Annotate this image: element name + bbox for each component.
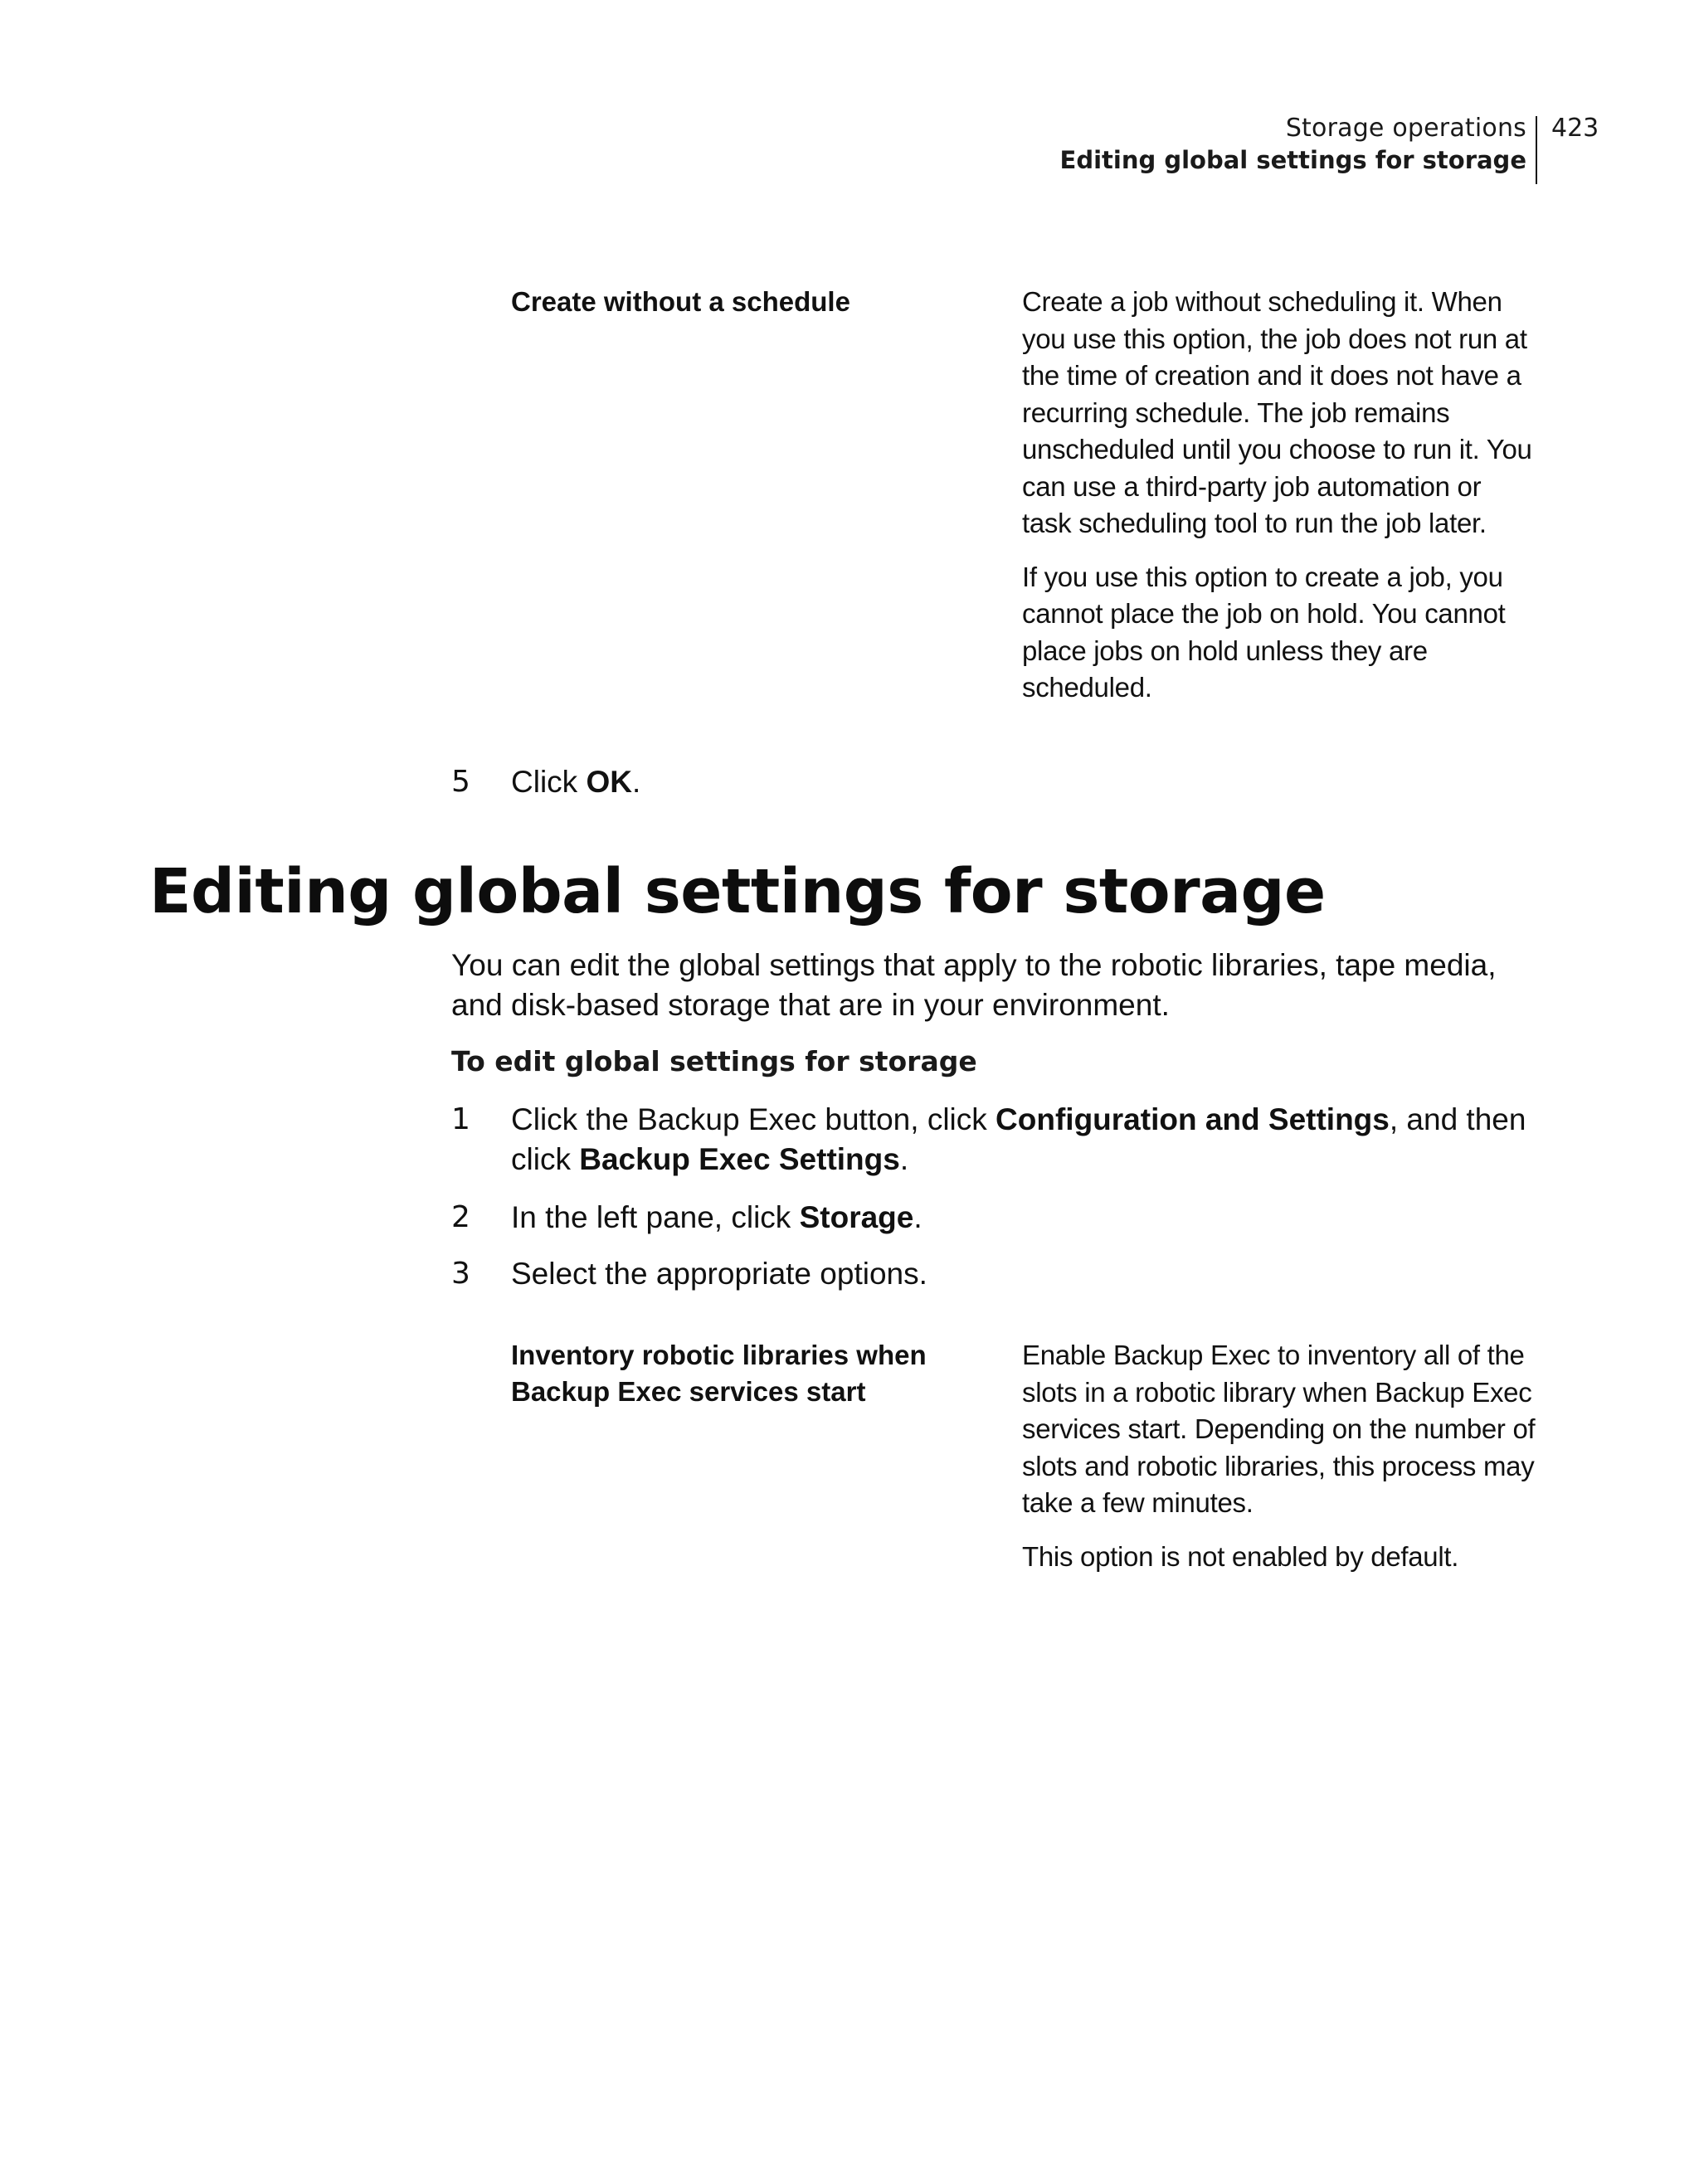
step-5	[451, 762, 1546, 802]
step-text	[511, 1100, 1546, 1180]
option-description-paragraph: This option is not enabled by default.	[1022, 1540, 1459, 1572]
step-text-part: Select the appropriate options.	[511, 1257, 927, 1291]
section-intro: You can edit the global settings that apply to the robotic libraries, tape media, and disk-based storage that are in your environment.	[451, 948, 1497, 1022]
step-2	[451, 1198, 1546, 1238]
step-text	[511, 1198, 1546, 1238]
step-number: 1	[451, 1102, 470, 1136]
step-number: 3	[451, 1257, 470, 1291]
option-description	[1022, 1337, 1536, 1592]
procedure-title: To edit global settings for storage	[451, 1045, 977, 1077]
step-text-part: .	[899, 1142, 909, 1176]
running-header	[1060, 113, 1540, 176]
ui-label-ok: OK	[586, 765, 632, 799]
step-text-part: .	[631, 765, 641, 799]
step-text-part: In the left pane, click	[511, 1200, 800, 1234]
step-text	[511, 1254, 1546, 1294]
step-text-part: Click the Backup Exec button, click	[511, 1102, 996, 1136]
section-heading: Editing global settings for storage	[149, 856, 1326, 927]
option-description-paragraph: If you use this option to create a job, you cannot place the job on hold. You cannot place jobs on hold unless they are scheduled.	[1022, 561, 1506, 703]
step-text-part: .	[913, 1200, 923, 1234]
option-term: Create without a schedule	[511, 286, 850, 317]
step-number: 2	[451, 1200, 470, 1234]
option-description-paragraph: Create a job without scheduling it. When you use this option, the job does not run at the time of creation and it does not have a recurring schedule. The job remains unscheduled until you choose to run it. You can use a third-party job automation or task scheduling tool to run the job later.	[1022, 286, 1532, 538]
header-section-title: Editing global settings for storage	[1059, 146, 1526, 174]
ui-label-storage: Storage	[799, 1200, 914, 1234]
header-chapter-title: Storage operations	[1285, 114, 1526, 143]
header-divider	[1536, 116, 1537, 184]
option-description-paragraph: Enable Backup Exec to inventory all of the slots in a robotic library when Backup Exec services start. Depending on the number of slots and robotic libraries, this process may take a few minutes.	[1022, 1340, 1536, 1518]
page-number: 423	[1551, 114, 1599, 143]
step-1	[451, 1100, 1546, 1180]
step-text-part: , and then click	[511, 1102, 1526, 1176]
option-term: Inventory robotic libraries when Backup Exec services start	[511, 1340, 927, 1407]
ui-label-configuration-and-settings: Configuration and Settings	[996, 1102, 1390, 1136]
step-number: 5	[451, 765, 470, 799]
ui-label-backup-exec-settings: Backup Exec Settings	[579, 1142, 900, 1176]
step-text-part: Click	[511, 765, 587, 799]
step-text	[511, 762, 1546, 802]
option-description	[1022, 284, 1536, 723]
step-3	[451, 1254, 1546, 1294]
